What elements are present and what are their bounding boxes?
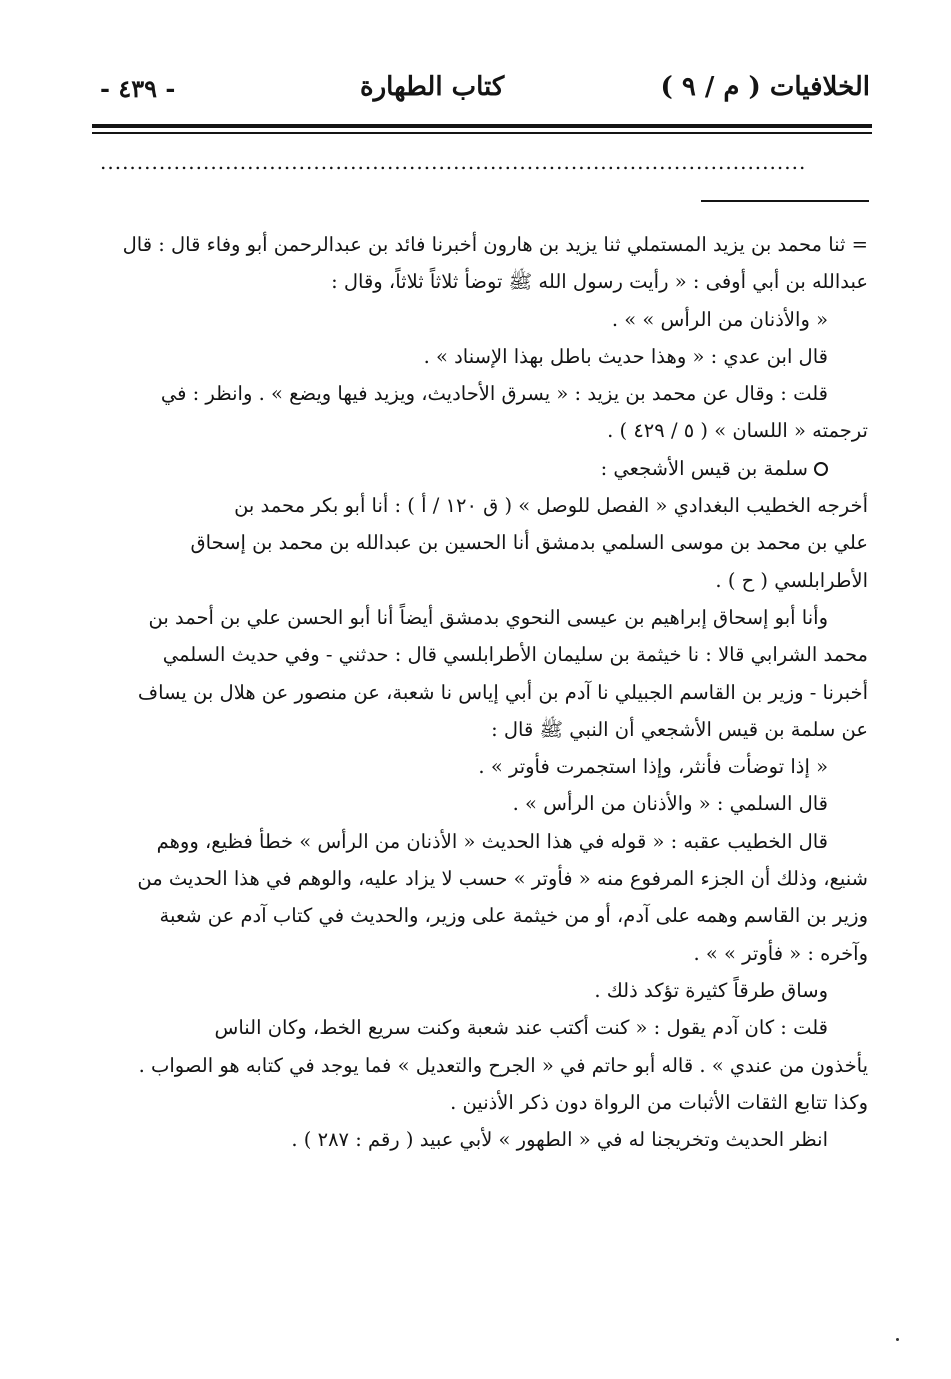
- circle-bullet-icon: [814, 462, 828, 476]
- page-number: - ٤٣٩ -: [100, 74, 176, 103]
- running-title: الخلافيات ( م / ٩ ): [660, 72, 870, 102]
- text-line-17: قال الخطيب عقبه : « قوله في هذا الحديث « الأذنان من الرأس » خطأ فظيع، ووهم: [156, 829, 828, 853]
- text-line-7: [96, 450, 868, 487]
- text-line-14: عن سلمة بن قيس الأشجعي أن النبي ﷺ قال :: [491, 717, 868, 741]
- text-line-19: وزير بن القاسم وهمه على آدم، أو من خيثمة على وزير، والحديث في كتاب آدم عن شعبة: [159, 904, 868, 928]
- header-rule-thick: [92, 124, 872, 128]
- text-line-13: أخبرنا - وزير بن القاسم الجبيلي نا آدم بن أبي إياس نا شعبة، عن منصور عن هلال بن يساف: [137, 680, 868, 704]
- text-line-16: قال السلمي : « والأذنان من الرأس » .: [512, 792, 828, 816]
- text-line-11: وأنا أبو إسحاق إبراهيم بن عيسى النحوي بدمشق أيضاً أنا أبو الحسن علي بن أحمد بن: [148, 605, 828, 629]
- header-rule-thin: [92, 132, 872, 134]
- ellipsis-row: ................................................................................................: [100, 150, 807, 170]
- text-line-24: وكذا تتابع الثقات الأثبات من الرواة دون ذكر الأذنين .: [450, 1090, 868, 1114]
- text-line-12: محمد الشرابي قالا : نا خيثمة بن سليمان الأطرابلسي قال : حدثني - وفي حديث السلمي: [162, 643, 868, 667]
- text-line-5: قلت : وقال عن محمد بن يزيد : « يسرق الأحاديث، ويزيد فيها ويضع » . وانظر : في: [160, 382, 828, 406]
- chapter-title: كتاب الطهارة: [360, 72, 505, 102]
- text-line-20: وآخره : « فأوتر » » .: [693, 941, 868, 965]
- text-line-22: قلت : كان آدم يقول : « كنت أكتب عند شعبة وكنت سريع الخط، وكان الناس: [214, 1016, 828, 1040]
- footnote-separator: [701, 200, 869, 202]
- footnote-body: [96, 226, 868, 1158]
- page-header: [100, 66, 870, 116]
- text-line-8: أخرجه الخطيب البغدادي « الفصل للوصل » ( ق ١٢٠ / أ ) : أنا أبو بكر محمد بن: [234, 494, 868, 518]
- print-speck: [896, 1338, 899, 1341]
- text-line-9: علي بن محمد بن موسى السلمي بدمشق أنا الحسين بن عبدالله بن محمد بن إسحاق: [190, 531, 868, 555]
- text-line-2: عبدالله بن أبي أوفى : « رأيت رسول الله ﷺ توضأ ثلاثاً ثلاثاً، وقال :: [331, 270, 868, 294]
- text-line-23: يأخذون من عندي » . قاله أبو حاتم في « الجرح والتعديل » فما يوجد في كتابه هو الصواب .: [138, 1053, 868, 1077]
- text-line-10: الأطرابلسي ( ح ) .: [715, 568, 868, 592]
- text-line-6: ترجمته « اللسان » ( ٥ / ٤٢٩ ) .: [607, 419, 868, 443]
- text-line-15: « إذا توضأت فأنثر، وإذا استجمرت فأوتر » .: [478, 755, 828, 779]
- section-heading: سلمة بن قيس الأشجعي :: [600, 456, 808, 480]
- text-line-25: انظر الحديث وتخريجنا له في « الطهور » لأبي عبيد ( رقم : ٢٨٧ ) .: [291, 1128, 828, 1152]
- text-line-21: وساق طرقاً كثيرة تؤكد ذلك .: [594, 978, 828, 1002]
- text-line-4: قال ابن عدي : « وهذا حديث باطل بهذا الإسناد » .: [423, 344, 828, 368]
- text-line-3: « والأذنان من الرأس » » .: [611, 307, 828, 331]
- text-line-1: = ثنا محمد بن يزيد المستملي ثنا يزيد بن هارون أخبرنا فائد بن عبدالرحمن أبو وفاء قال : قال: [122, 233, 868, 256]
- text-line-18: شنيع، وذلك أن الجزء المرفوع منه « فأوتر » حسب لا يزاد عليه، والوهم في هذا الحديث من: [137, 867, 868, 891]
